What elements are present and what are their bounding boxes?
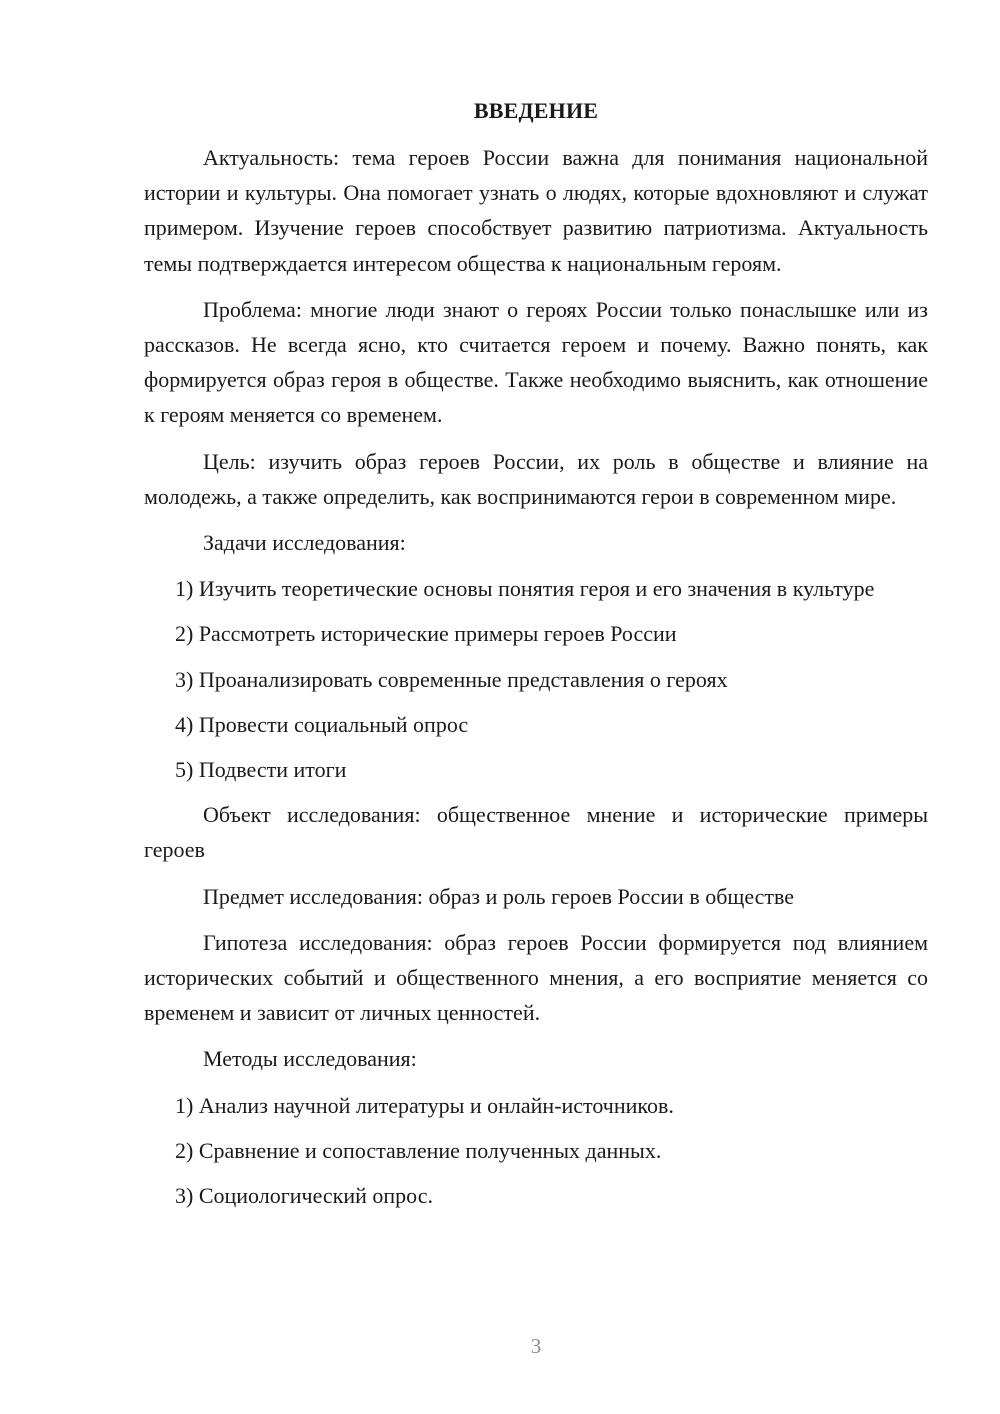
task-item: 4) Провести социальный опрос [175,711,469,737]
task-item: 2) Рассмотреть исторические примеры героев России [175,621,677,647]
page-title: ВВЕДЕНИЕ [473,98,599,123]
problem-paragraph: Проблема: многие люди знают о героях России только понаслышке или из рассказов. Не всегда ясно, кто считается героем и почему. Важно понять, как формируется образ героя в обществе. Также необходимо выяснить, как отношение к героям меняется со временем. [144,296,928,428]
task-item: 5) Подвести итоги [175,757,347,783]
relevance-paragraph: Актуальность: тема героев России важна для понимания национальной истории и культуры. Она помогает узнать о людях, которые вдохновляют и служат примером. Изучение героев способствует развитию патриотизма. Актуальность темы подтверждается интересом общества к национальным героям. [144,145,928,276]
tasks-list [144,571,928,787]
method-item: 2) Сравнение и сопоставление полученных данных. [175,1137,662,1163]
page-number: 3 [530,1334,542,1358]
tasks-heading: Задачи исследования: [203,530,406,556]
methods-heading: Методы исследования: [203,1046,417,1072]
goal-paragraph: Цель: изучить образ героев России, их роль в обществе и влияние на молодежь, а также определить, как воспринимаются герои в современном мире. [144,448,928,509]
hypothesis-paragraph: Гипотеза исследования: образ героев России формируется под влиянием исторических событий и общественного мнения, а его восприятие меняется со временем и зависит от личных ценностей. [144,929,928,1026]
method-item: 1) Анализ научной литературы и онлайн-источников. [175,1092,674,1118]
methods-list [144,1088,928,1214]
subject-paragraph: Предмет исследования: образ и роль героев России в обществе [203,883,795,909]
task-item: 3) Проанализировать современные представления о героях [175,666,728,692]
method-item: 3) Социологический опрос. [175,1183,433,1209]
page-content [144,96,928,1223]
object-paragraph: Объект исследования: общественное мнение и исторические примеры героев [144,802,928,863]
task-item: 1) Изучить теоретические основы понятия героя и его значения в культуре [175,576,875,602]
